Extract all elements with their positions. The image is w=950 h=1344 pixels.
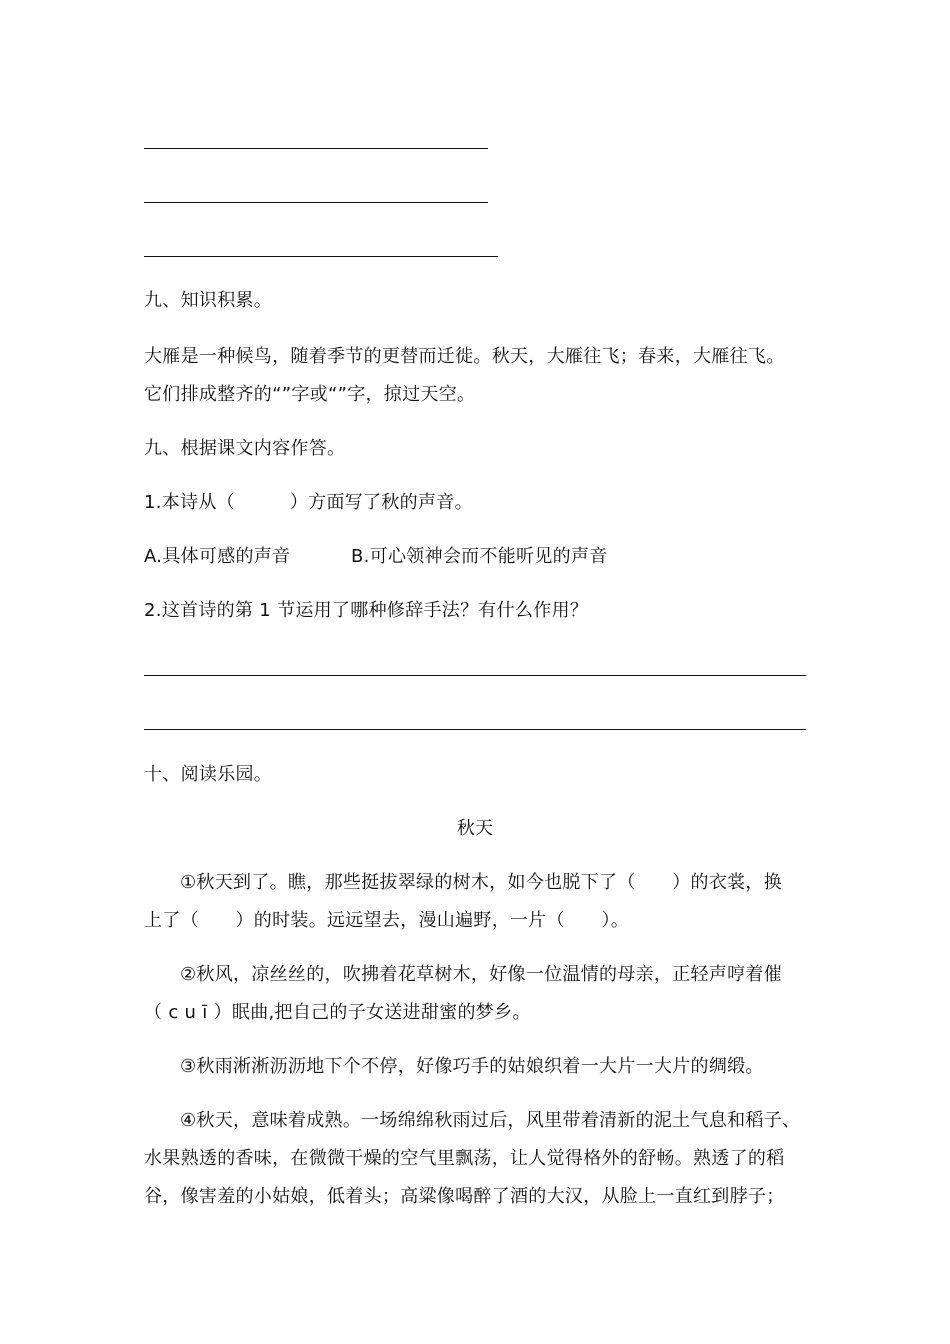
paragraph-line: 谷，像害羞的小姑娘，低着头；高粱像喝醉了酒的大汉，从脸上一直红到脖子；	[144, 1186, 785, 1207]
question-2: 2.这首诗的第 1 节运用了哪种修辞手法？有什么作用？	[144, 600, 589, 621]
paragraph-line: （ c u ī ）眠曲,把自己的子女送进甜蜜的梦乡。	[144, 1002, 531, 1023]
section-heading: 九、根据课文内容作答。	[144, 438, 346, 459]
paragraph-line: ②秋风，凉丝丝的，吹拂着花草树木，好像一位温情的母亲，正轻声哼着催	[180, 964, 783, 985]
paragraph-line: ③秋雨淅淅沥沥地下个不停，好像巧手的姑娘织着一大片一大片的绸缎。	[180, 1056, 764, 1077]
answer-line	[144, 256, 498, 257]
answer-line	[144, 729, 806, 730]
option-a: A.具体可感的声音	[144, 546, 291, 567]
answer-line	[144, 675, 806, 676]
paragraph-line: 水果熟透的香味，在微微干燥的空气里飘荡，让人觉得格外的舒畅。熟透了的稻	[144, 1148, 785, 1169]
paragraph-line: 上了（ ）的时装。远远望去，漫山遍野，一片（ ）。	[144, 910, 630, 931]
section-heading: 九、知识积累。	[144, 290, 273, 311]
paragraph-line: 大雁是一种候鸟，随着季节的更替而迁徙。秋天，大雁往飞；春来，大雁往飞。	[144, 346, 785, 367]
paragraph-line: 它们排成整齐的“”字或“”字，掠过天空。	[144, 384, 476, 405]
paragraph-line: ①秋天到了。瞧，那些挺拔翠绿的树木，如今也脱下了（ ）的衣裳，换	[180, 872, 783, 893]
option-b: B.可心领神会而不能听见的声音	[351, 546, 608, 567]
answer-line	[144, 202, 488, 203]
paragraph-line: ④秋天，意味着成熟。一场绵绵秋雨过后，风里带着清新的泥土气息和稻子、	[180, 1110, 801, 1131]
answer-line	[144, 148, 488, 149]
section-heading: 十、阅读乐园。	[144, 764, 273, 785]
passage-title: 秋天	[456, 818, 494, 839]
question-1: 1.本诗从（ ）方面写了秋的声音。	[144, 492, 473, 513]
